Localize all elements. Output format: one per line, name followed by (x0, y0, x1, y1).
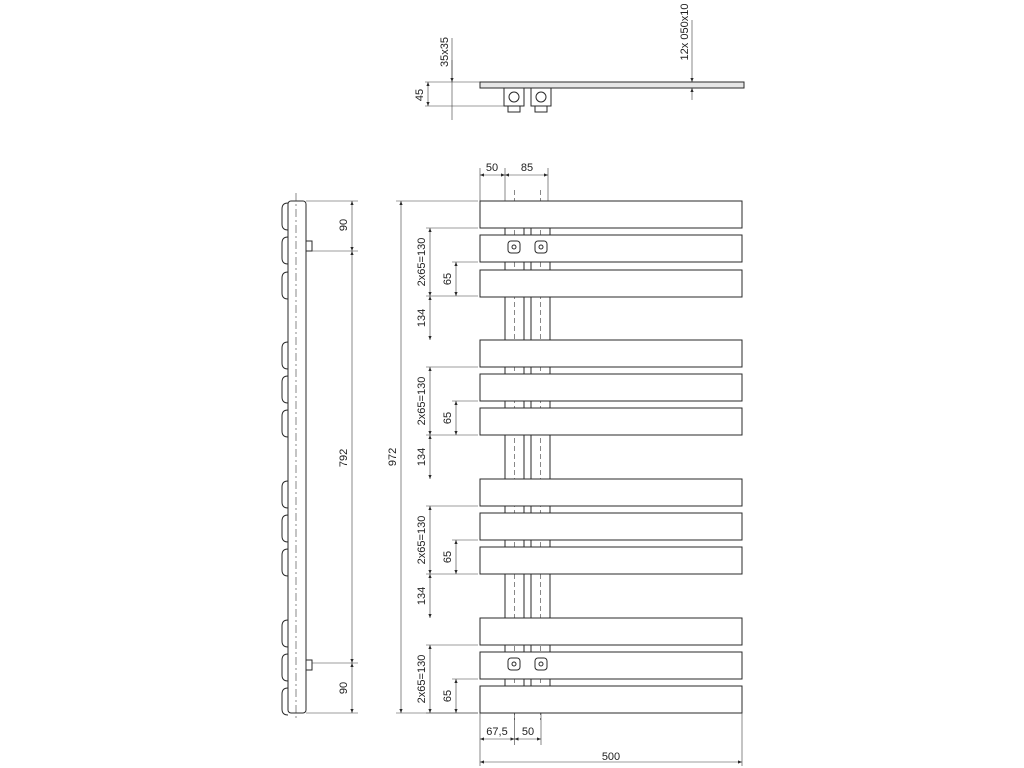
top-connector-right (531, 88, 551, 112)
dim-65: 65 (442, 550, 454, 564)
dim-35x35: 35x35 (439, 37, 451, 67)
side-view (282, 193, 358, 720)
top-plate (480, 82, 744, 88)
side-bar-profile (282, 688, 288, 715)
top-connector-left (504, 88, 524, 112)
side-bar-profile (282, 549, 288, 576)
heating-bar (480, 340, 742, 367)
heating-bar (480, 270, 742, 297)
dim-90-bottom: 90 (338, 681, 350, 695)
dim-67-5: 67,5 (486, 726, 508, 738)
side-bar-profiles (282, 203, 288, 715)
dim-972: 972 (387, 447, 399, 467)
heating-bar (480, 513, 742, 540)
dim-65: 65 (442, 689, 454, 703)
heating-bar (480, 652, 742, 679)
side-bar-profile (282, 376, 288, 403)
side-connector-bottom (306, 660, 312, 670)
dim-45: 45 (414, 88, 426, 102)
heating-bar (480, 408, 742, 435)
dim-65: 65 (442, 411, 454, 425)
dim-90-top: 90 (338, 218, 350, 232)
dim-65: 65 (442, 272, 454, 286)
dim-134: 134 (416, 586, 428, 606)
side-bar-profile (282, 515, 288, 542)
dim-134: 134 (416, 447, 428, 467)
top-view (414, 4, 744, 120)
side-bar-profile (282, 620, 288, 647)
heating-bar (480, 547, 742, 574)
side-bar-profile (282, 481, 288, 508)
side-bar-profile (282, 410, 288, 437)
front-bars (480, 201, 742, 713)
side-bar-profile (282, 342, 288, 369)
dim-134: 134 (416, 308, 428, 328)
heating-bar (480, 618, 742, 645)
side-bar-profile (282, 272, 288, 299)
dim-792: 792 (338, 448, 350, 468)
side-bar-profile (282, 203, 288, 230)
side-bar-profile (282, 654, 288, 681)
dim-50-top: 50 (485, 162, 499, 174)
dim-2x65: 2x65=130 (416, 654, 428, 704)
dim-2x65: 2x65=130 (416, 237, 428, 287)
side-bar-profile (282, 237, 288, 264)
side-connector-top (306, 241, 312, 251)
heating-bar (480, 235, 742, 262)
dim-85: 85 (520, 162, 534, 174)
heating-bar (480, 686, 742, 713)
heating-bar (480, 374, 742, 401)
dim-50-bottom: 50 (521, 726, 535, 738)
dim-12x050x10: 12x 050x10 (679, 3, 691, 61)
side-body (288, 201, 306, 713)
front-vertical-dimensions (416, 228, 478, 713)
dim-2x65: 2x65=130 (416, 515, 428, 565)
heating-bar (480, 479, 742, 506)
dim-2x65: 2x65=130 (416, 376, 428, 426)
front-view (387, 162, 742, 766)
dim-500: 500 (601, 751, 621, 763)
heating-bar (480, 201, 742, 228)
